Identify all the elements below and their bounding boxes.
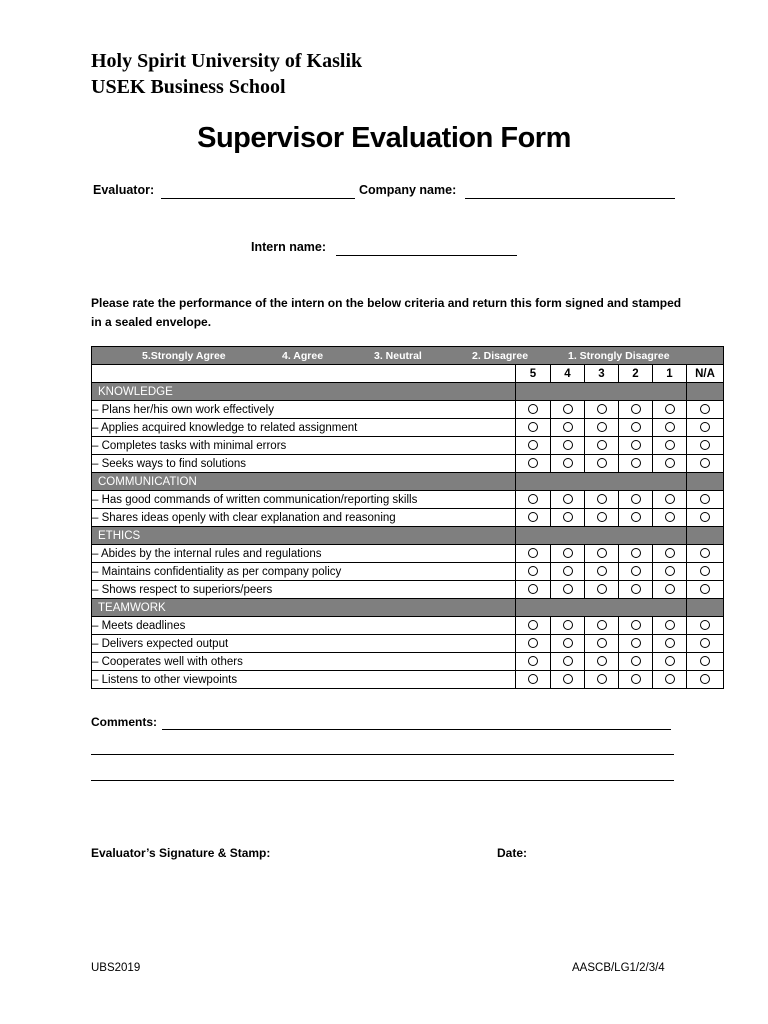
criterion-label: – Meets deadlines	[92, 617, 516, 635]
footer-left-code: UBS2019	[91, 962, 141, 974]
rating-radio-4[interactable]	[563, 494, 573, 504]
rating-radio-na[interactable]	[700, 494, 710, 504]
rating-cell	[653, 653, 687, 671]
rating-radio-1[interactable]	[665, 440, 675, 450]
rating-cell	[516, 545, 551, 563]
rating-radio-4[interactable]	[563, 458, 573, 468]
rating-radio-3[interactable]	[597, 620, 607, 630]
rating-radio-4[interactable]	[563, 566, 573, 576]
rating-radio-2[interactable]	[631, 656, 641, 666]
rating-cell	[551, 563, 585, 581]
rating-cell	[619, 635, 653, 653]
criterion-label: – Listens to other viewpoints	[92, 671, 516, 689]
criterion-label: – Completes tasks with minimal errors	[92, 437, 516, 455]
company-name-input-line[interactable]	[465, 198, 675, 199]
col-5-header: 5	[516, 365, 551, 383]
university-name: Holy Spirit University of Kaslik	[91, 50, 363, 72]
rating-cell	[687, 509, 724, 527]
rating-radio-3[interactable]	[597, 584, 607, 594]
rating-radio-5[interactable]	[528, 548, 538, 558]
category-label: COMMUNICATION	[92, 473, 516, 491]
rating-radio-3[interactable]	[597, 512, 607, 522]
rating-radio-3[interactable]	[597, 422, 607, 432]
rating-cell	[585, 563, 619, 581]
evaluation-table	[91, 346, 724, 689]
rating-radio-na[interactable]	[700, 548, 710, 558]
rating-radio-4[interactable]	[563, 620, 573, 630]
rating-column-header-row	[92, 365, 724, 383]
rating-radio-3[interactable]	[597, 404, 607, 414]
scale-5-label: 5.Strongly Agree	[142, 349, 226, 362]
rating-cell	[687, 635, 724, 653]
category-fill-cell	[516, 473, 687, 491]
rating-cell	[619, 419, 653, 437]
rating-cell	[653, 419, 687, 437]
criterion-row	[92, 581, 724, 599]
scale-1-label: 1. Strongly Disagree	[568, 349, 670, 362]
rating-radio-na[interactable]	[700, 656, 710, 666]
rating-cell	[585, 545, 619, 563]
rating-cell	[551, 401, 585, 419]
rating-cell	[585, 509, 619, 527]
rating-cell	[619, 509, 653, 527]
criterion-label: – Shows respect to superiors/peers	[92, 581, 516, 599]
rating-cell	[585, 635, 619, 653]
rating-cell	[551, 509, 585, 527]
rating-radio-na[interactable]	[700, 440, 710, 450]
rating-cell	[619, 437, 653, 455]
criterion-label: – Applies acquired knowledge to related assignment	[92, 419, 516, 437]
rating-radio-1[interactable]	[665, 548, 675, 558]
rating-radio-4[interactable]	[563, 584, 573, 594]
company-name-label: Company name:	[359, 183, 457, 197]
rating-cell	[653, 509, 687, 527]
criterion-label: – Plans her/his own work effectively	[92, 401, 516, 419]
category-fill-cell	[687, 383, 724, 401]
rating-cell	[551, 491, 585, 509]
rating-cell	[551, 455, 585, 473]
rating-cell	[687, 671, 724, 689]
rating-radio-4[interactable]	[563, 440, 573, 450]
rating-radio-3[interactable]	[597, 458, 607, 468]
category-label: TEAMWORK	[92, 599, 516, 617]
criterion-label: – Maintains confidentiality as per company policy	[92, 563, 516, 581]
criterion-row	[92, 419, 724, 437]
rating-cell	[585, 581, 619, 599]
criterion-row	[92, 671, 724, 689]
rating-radio-1[interactable]	[665, 656, 675, 666]
rating-cell	[653, 437, 687, 455]
rating-cell	[585, 419, 619, 437]
rating-radio-2[interactable]	[631, 584, 641, 594]
rating-radio-4[interactable]	[563, 548, 573, 558]
rating-cell	[653, 401, 687, 419]
rating-radio-na[interactable]	[700, 638, 710, 648]
rating-cell	[516, 401, 551, 419]
rating-radio-na[interactable]	[700, 584, 710, 594]
rating-cell	[619, 653, 653, 671]
category-fill-cell	[687, 473, 724, 491]
evaluator-input-line[interactable]	[161, 198, 355, 199]
rating-cell	[653, 455, 687, 473]
rating-radio-1[interactable]	[665, 494, 675, 504]
rating-radio-5[interactable]	[528, 656, 538, 666]
rating-radio-2[interactable]	[631, 494, 641, 504]
rating-cell	[516, 617, 551, 635]
criterion-row	[92, 635, 724, 653]
rating-cell	[551, 617, 585, 635]
rating-cell	[516, 419, 551, 437]
rating-cell	[687, 455, 724, 473]
rating-radio-4[interactable]	[563, 656, 573, 666]
rating-radio-4[interactable]	[563, 674, 573, 684]
rating-radio-5[interactable]	[528, 494, 538, 504]
rating-radio-5[interactable]	[528, 584, 538, 594]
rating-radio-2[interactable]	[631, 404, 641, 414]
rating-scale-legend	[92, 347, 724, 365]
category-fill-cell	[516, 599, 687, 617]
scale-2-label: 2. Disagree	[472, 349, 529, 362]
form-title: Supervisor Evaluation Form	[197, 122, 571, 154]
rating-radio-4[interactable]	[563, 512, 573, 522]
category-label: ETHICS	[92, 527, 516, 545]
rating-radio-3[interactable]	[597, 566, 607, 576]
rating-radio-na[interactable]	[700, 674, 710, 684]
category-row	[92, 383, 724, 401]
rating-cell	[585, 437, 619, 455]
rating-radio-2[interactable]	[631, 422, 641, 432]
rating-cell	[516, 491, 551, 509]
rating-cell	[653, 635, 687, 653]
rating-radio-5[interactable]	[528, 620, 538, 630]
rating-radio-1[interactable]	[665, 422, 675, 432]
rating-cell	[619, 401, 653, 419]
intern-name-input-line[interactable]	[336, 255, 517, 256]
instructions-text: Please rate the performance of the intern on the below criteria and return this form signed and stamped in a sealed envelope.	[91, 296, 682, 329]
criterion-row	[92, 653, 724, 671]
rating-cell	[653, 563, 687, 581]
rating-cell	[516, 437, 551, 455]
rating-radio-4[interactable]	[563, 638, 573, 648]
rating-cell	[585, 617, 619, 635]
rating-cell	[516, 509, 551, 527]
rating-radio-1[interactable]	[665, 620, 675, 630]
date-label: Date:	[497, 846, 528, 860]
rating-cell	[516, 653, 551, 671]
rating-radio-5[interactable]	[528, 458, 538, 468]
rating-cell	[516, 455, 551, 473]
rating-cell	[619, 491, 653, 509]
rating-radio-3[interactable]	[597, 548, 607, 558]
rating-radio-1[interactable]	[665, 512, 675, 522]
rating-radio-2[interactable]	[631, 512, 641, 522]
rating-radio-1[interactable]	[665, 566, 675, 576]
rating-cell	[551, 545, 585, 563]
rating-cell	[653, 617, 687, 635]
rating-cell	[551, 635, 585, 653]
rating-radio-5[interactable]	[528, 566, 538, 576]
rating-radio-3[interactable]	[597, 674, 607, 684]
col-1-header: 1	[653, 365, 687, 383]
rating-cell	[516, 671, 551, 689]
rating-cell	[687, 563, 724, 581]
rating-cell	[619, 545, 653, 563]
criterion-row	[92, 545, 724, 563]
criterion-label: – Has good commands of written communication/reporting skills	[92, 491, 516, 509]
rating-radio-2[interactable]	[631, 566, 641, 576]
rating-radio-na[interactable]	[700, 512, 710, 522]
institution-header	[91, 48, 362, 100]
rating-cell	[585, 401, 619, 419]
rating-cell	[516, 635, 551, 653]
criterion-label: – Delivers expected output	[92, 635, 516, 653]
rating-cell	[687, 581, 724, 599]
rating-radio-5[interactable]	[528, 440, 538, 450]
scale-3-label: 3. Neutral	[374, 349, 422, 362]
rating-radio-5[interactable]	[528, 404, 538, 414]
rating-radio-na[interactable]	[700, 458, 710, 468]
rating-radio-1[interactable]	[665, 404, 675, 414]
criterion-row	[92, 491, 724, 509]
criterion-row	[92, 617, 724, 635]
comments-line-1[interactable]	[162, 729, 671, 730]
rating-cell	[585, 653, 619, 671]
col-3-header: 3	[585, 365, 619, 383]
rating-cell	[619, 581, 653, 599]
criterion-label: – Shares ideas openly with clear explanation and reasoning	[92, 509, 516, 527]
rating-radio-na[interactable]	[700, 404, 710, 414]
rating-cell	[551, 437, 585, 455]
category-fill-cell	[516, 527, 687, 545]
rating-cell	[619, 671, 653, 689]
rating-radio-2[interactable]	[631, 458, 641, 468]
rating-radio-na[interactable]	[700, 620, 710, 630]
rating-radio-2[interactable]	[631, 440, 641, 450]
rating-radio-5[interactable]	[528, 512, 538, 522]
rating-radio-2[interactable]	[631, 674, 641, 684]
rating-cell	[619, 563, 653, 581]
rating-cell	[687, 401, 724, 419]
category-row	[92, 527, 724, 545]
rating-cell	[687, 437, 724, 455]
rating-radio-3[interactable]	[597, 440, 607, 450]
rating-radio-4[interactable]	[563, 404, 573, 414]
col-4-header: 4	[551, 365, 585, 383]
category-row	[92, 473, 724, 491]
scale-4-label: 4. Agree	[282, 349, 324, 362]
rating-radio-1[interactable]	[665, 674, 675, 684]
rating-cell	[551, 653, 585, 671]
rating-radio-1[interactable]	[665, 584, 675, 594]
category-row	[92, 599, 724, 617]
rating-radio-3[interactable]	[597, 638, 607, 648]
rating-radio-3[interactable]	[597, 656, 607, 666]
rating-cell	[619, 617, 653, 635]
rating-cell	[619, 455, 653, 473]
rating-cell	[653, 671, 687, 689]
school-name: USEK Business School	[91, 76, 286, 98]
category-label: KNOWLEDGE	[92, 383, 516, 401]
rating-radio-1[interactable]	[665, 458, 675, 468]
signature-stamp-label: Evaluator’s Signature & Stamp:	[91, 846, 271, 860]
rating-cell	[551, 419, 585, 437]
rating-cell	[687, 491, 724, 509]
rating-radio-2[interactable]	[631, 638, 641, 648]
intern-name-label: Intern name:	[251, 240, 327, 254]
rating-cell	[516, 581, 551, 599]
rating-cell	[551, 671, 585, 689]
rating-cell	[687, 545, 724, 563]
rating-cell	[585, 455, 619, 473]
criterion-row	[92, 563, 724, 581]
rating-radio-1[interactable]	[665, 638, 675, 648]
rating-cell	[585, 491, 619, 509]
rating-cell	[653, 581, 687, 599]
rating-radio-4[interactable]	[563, 422, 573, 432]
comments-line-3[interactable]	[91, 780, 674, 781]
criterion-row	[92, 401, 724, 419]
rating-cell	[687, 617, 724, 635]
comments-label: Comments:	[91, 715, 158, 729]
rating-radio-na[interactable]	[700, 566, 710, 576]
footer-right-code: AASCB/LG1/2/3/4	[572, 962, 665, 974]
rating-radio-2[interactable]	[631, 620, 641, 630]
category-fill-cell	[687, 527, 724, 545]
rating-cell	[585, 671, 619, 689]
rating-radio-na[interactable]	[700, 422, 710, 432]
col-2-header: 2	[619, 365, 653, 383]
evaluator-label: Evaluator:	[93, 183, 155, 197]
comments-line-2[interactable]	[91, 754, 674, 755]
category-fill-cell	[687, 599, 724, 617]
criterion-row	[92, 437, 724, 455]
rating-radio-5[interactable]	[528, 674, 538, 684]
rating-cell	[516, 563, 551, 581]
criterion-label: – Cooperates well with others	[92, 653, 516, 671]
rating-radio-2[interactable]	[631, 548, 641, 558]
rating-cell	[687, 419, 724, 437]
rating-radio-3[interactable]	[597, 494, 607, 504]
criterion-label: – Abides by the internal rules and regulations	[92, 545, 516, 563]
rating-cell	[653, 491, 687, 509]
criterion-label: – Seeks ways to find solutions	[92, 455, 516, 473]
blank-header-cell	[92, 365, 516, 383]
rating-radio-5[interactable]	[528, 422, 538, 432]
criterion-row	[92, 455, 724, 473]
col-na-header: N/A	[687, 365, 724, 383]
rating-cell	[551, 581, 585, 599]
category-fill-cell	[516, 383, 687, 401]
rating-cell	[653, 545, 687, 563]
criterion-row	[92, 509, 724, 527]
rating-radio-5[interactable]	[528, 638, 538, 648]
rating-cell	[687, 653, 724, 671]
